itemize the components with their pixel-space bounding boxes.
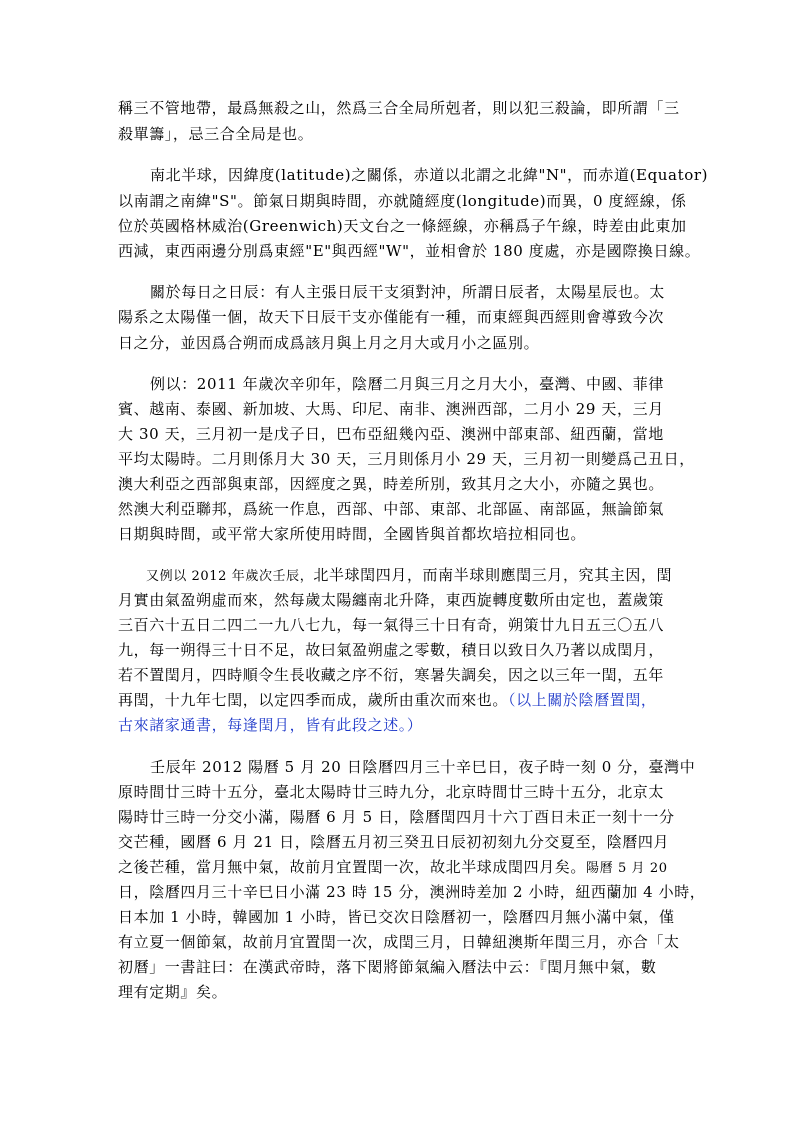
text-line: 關於每日之日辰：有人主張日辰干支須對沖，所謂日辰者，太陽星辰也。太 — [150, 283, 665, 301]
text-line: 理有定期』矣。 — [118, 983, 228, 1001]
text-line: 九，每一朔得三十日不足，故曰氣盈朔虛之零數，積日以致日久乃著以成閏月， — [118, 641, 665, 659]
text-line: 澳大利亞之西部與東部，因經度之異，時差所別，致其月之大小，亦隨之異也。 — [118, 475, 665, 493]
text-span: 北半球閏四月，而南半球則應閏三月，究其主因，閏 — [313, 566, 673, 584]
text-line — [118, 688, 657, 712]
text-line: 日期與時間，或平常大家所使用時間，全國皆與首都坎培拉相同也。 — [118, 525, 587, 543]
text-line: 日之分，並因爲合朔而成爲該月與上月之月大或月小之區別。 — [118, 334, 540, 352]
text-line — [146, 563, 672, 589]
text-line: 有立夏一個節氣，故前月宜置閏一次，成閏三月，日韓紐澳斯年閏三月，亦合「太 — [118, 933, 680, 951]
text-line: 陽時廿三時一分交小滿，陽曆 6 月 5 日，陰曆閏四月十六丁酉日未正一刻十一分 — [118, 808, 675, 826]
text-line: 月實由氣盈朔虛而來，然每歲太陽纏南北升降，東西旋轉度數所由定也，蓋歲策 — [118, 591, 665, 609]
text-line: 賓、越南、泰國、新加坡、大馬、印尼、南非、澳洲西部，二月小 29 天，三月 — [118, 400, 664, 418]
text-line: 稱三不管地帶，最爲無殺之山，然爲三合全局所剋者，則以犯三殺論，即所謂「三 — [118, 99, 680, 117]
blue-note-line: 古來諸家通書，每逢閏月，皆有此段之述。） — [118, 716, 423, 734]
text-line: 平均太陽時。二月則係月大 30 天，三月則係月小 29 天，三月初一則變爲己丑日， — [118, 450, 695, 468]
small-note: 陽曆 5 月 20 — [586, 861, 668, 876]
text-line — [118, 855, 668, 881]
text-span: 之後芒種，當月無中氣，故前月宜置閏一次，故北半球成閏四月矣。 — [118, 858, 587, 876]
text-line: 殺單籌」，忌三合全局是也。 — [118, 125, 314, 143]
small-note: 又例以 2012 年歲次壬辰， — [146, 569, 314, 584]
text-line: 位於英國格林威治(Greenwich)天文台之一條經線，亦稱爲子午線，時差由此東加 — [118, 217, 687, 235]
text-line: 然澳大利亞聯邦，爲統一作息，西部、中部、東部、北部區、南部區，無論節氣 — [118, 500, 665, 518]
text-span: 再閏，十九年七閏，以定四季而成，歲所由重次而來也。 — [118, 691, 509, 709]
text-line: 交芒種，國曆 6 月 21 日，陰曆五月初三癸丑日辰初初刻九分交夏至，陰曆四月 — [118, 833, 670, 851]
text-line: 日本加 1 小時，韓國加 1 小時，皆已交次日陰曆初一，陰曆四月無小滿中氣，僅 — [118, 908, 675, 926]
text-line: 壬辰年 2012 陽曆 5 月 20 日陰曆四月三十辛巳日，夜子時一刻 0 分，臺灣中 — [150, 758, 696, 776]
text-line: 原時間廿三時十五分，臺北太陽時廿三時九分，北京時間廿三時十五分，北京太 — [118, 783, 665, 801]
blue-note: （以上關於陰曆置閏， — [508, 691, 657, 709]
text-line: 陽系之太陽僅一個，故天下日辰干支亦僅能有一種，而東經與西經則會導致今次 — [118, 308, 665, 326]
text-line: 日，陰曆四月三十辛巳日小滿 23 時 15 分，澳洲時差加 2 小時，紐西蘭加 4 小時， — [118, 883, 706, 901]
text-line: 三百六十五日二四二一九八七九，每一氣得三十日有奇，朔策廿九日五三〇五八 — [118, 616, 665, 634]
text-line: 初曆」一書註曰：在漢武帝時，落下閎將節氣編入曆法中云：『閏月無中氣，數 — [118, 958, 657, 976]
text-line: 以南謂之南緯"S"。節氣日期與時間，亦就隨經度(longitude)而異，0 度經線，係 — [118, 192, 687, 210]
text-line: 若不置閏月，四時順令生長收藏之序不衍，寒暑失調矣，因之以三年一閏，五年 — [118, 666, 665, 684]
text-line: 西減，東西兩邊分別爲東經"E"與西經"W"，並相會於 180 度處，亦是國際換日線。 — [118, 242, 701, 260]
text-line: 大 30 天，三月初一是戊子日，巴布亞紐幾內亞、澳洲中部東部、紐西蘭，當地 — [118, 425, 664, 443]
text-line: 南北半球，因緯度(latitude)之關係，赤道以北謂之北緯"N"，而赤道(Equator) — [150, 166, 709, 184]
text-line: 例以：2011 年歲次辛卯年，陰曆二月與三月之月大小，臺灣、中國、菲律 — [150, 375, 664, 393]
